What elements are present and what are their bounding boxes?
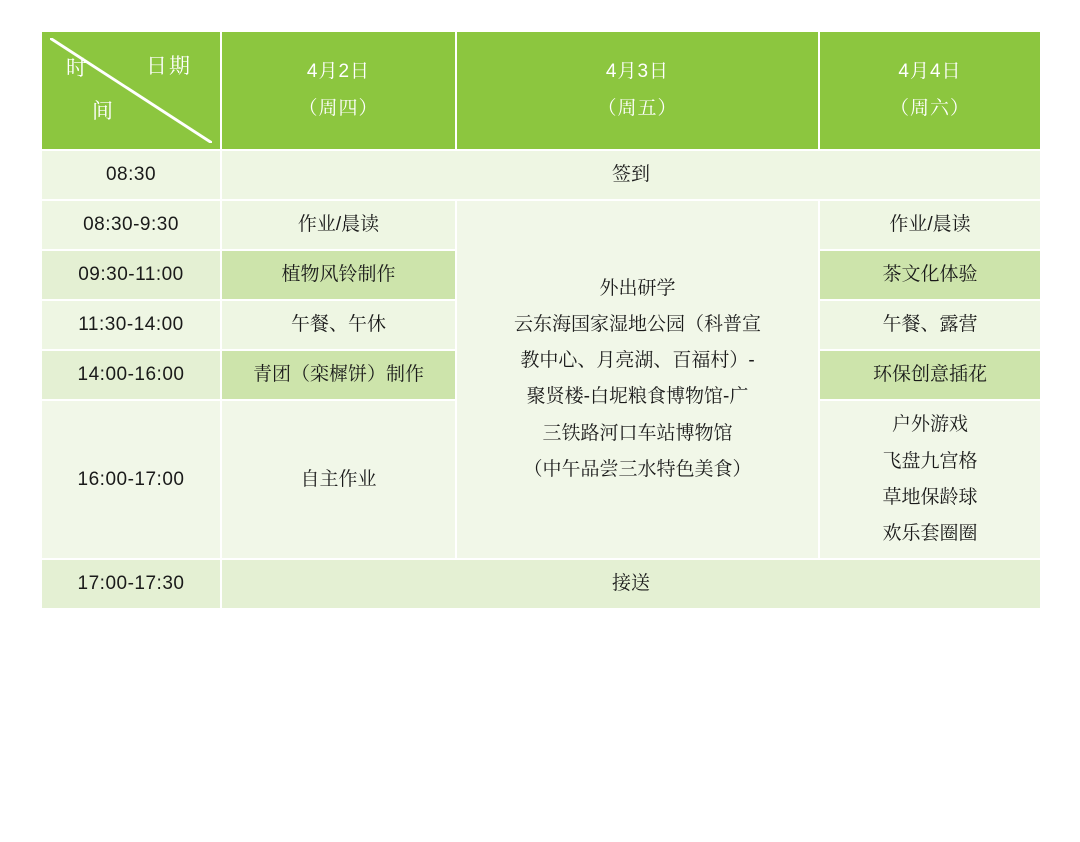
header-day-2 (456, 31, 819, 150)
header-day-1-weekday: （周四） (298, 97, 379, 119)
schedule-table (40, 30, 1042, 610)
row-3-day-1: 午餐、午休 (221, 300, 456, 350)
trip-line-2: 教中心、月亮湖、百福村）- (520, 350, 755, 372)
trip-cell (456, 200, 819, 559)
activity-item: 欢乐套圈圈 (882, 522, 978, 544)
header-day-3 (819, 31, 1041, 150)
corner-diagonal (50, 38, 212, 143)
trip-line-3: 聚贤楼-白坭粮食博物馆-广 (526, 386, 749, 408)
table-row (41, 559, 1041, 609)
corner-date-label: 日期 (146, 55, 192, 78)
row-5-day-1: 自主作业 (221, 400, 456, 558)
row-2-day-3: 茶文化体验 (819, 250, 1041, 300)
corner-time-label-top: 时 (66, 57, 87, 80)
header-day-1 (221, 31, 456, 150)
row-1-day-3: 作业/晨读 (819, 200, 1041, 250)
row-4-day-1: 青团（栾樨饼）制作 (221, 350, 456, 400)
row-time-1: 08:30-9:30 (41, 200, 221, 250)
corner-time-label-bottom: 间 (92, 100, 113, 123)
table-row (41, 150, 1041, 200)
row-3-day-3: 午餐、露营 (819, 300, 1041, 350)
row-time-3: 11:30-14:00 (41, 300, 221, 350)
activity-item: 草地保龄球 (882, 486, 978, 508)
header-day-3-date: 4月4日 (898, 61, 962, 83)
trip-line-5: （中午品尝三水特色美食） (523, 458, 752, 480)
row-time-2: 09:30-11:00 (41, 250, 221, 300)
header-corner-cell (41, 31, 221, 150)
trip-line-0: 外出研学 (599, 278, 676, 300)
trip-line-4: 三铁路河口车站博物馆 (542, 422, 733, 444)
header-day-2-date: 4月3日 (605, 61, 670, 83)
row-time-6: 17:00-17:30 (41, 559, 221, 609)
row-1-day-1: 作业/晨读 (221, 200, 456, 250)
row-time-0: 08:30 (41, 150, 221, 200)
row-2-day-1: 植物风铃制作 (221, 250, 456, 300)
activity-item: 飞盘九宫格 (882, 450, 978, 472)
table-row (41, 200, 1041, 250)
header-day-3-weekday: （周六） (889, 97, 970, 119)
header-day-2-weekday: （周五） (597, 97, 678, 119)
row-span-all-6: 接送 (221, 559, 1041, 609)
row-span-all-0: 签到 (221, 150, 1041, 200)
row-time-4: 14:00-16:00 (41, 350, 221, 400)
row-4-day-3: 环保创意插花 (819, 350, 1041, 400)
row-time-5: 16:00-17:00 (41, 400, 221, 558)
row-5-day-3 (819, 400, 1041, 558)
header-day-1-date: 4月2日 (306, 61, 371, 83)
activity-item: 户外游戏 (891, 414, 968, 436)
trip-line-1: 云东海国家湿地公园（科普宣 (513, 314, 761, 336)
table-header-row (41, 31, 1041, 150)
